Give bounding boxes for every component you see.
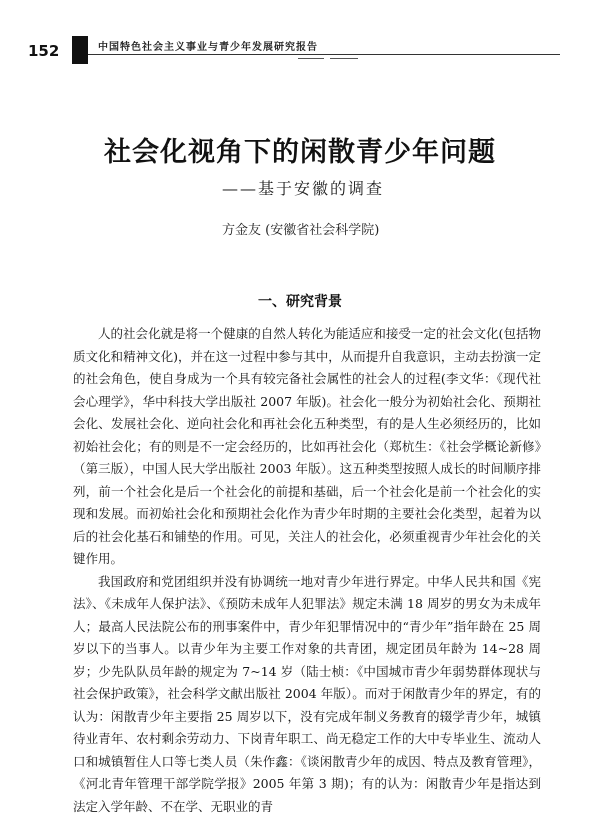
header-bar-decoration	[72, 36, 88, 64]
header-rule-dash	[330, 58, 358, 59]
header-rule	[88, 54, 560, 55]
header-rule-dash	[298, 58, 324, 59]
series-title: 中国特色社会主义事业与青少年发展研究报告	[98, 38, 318, 53]
page-number: 152	[28, 42, 59, 60]
running-header	[28, 34, 560, 62]
paragraph: 人的社会化就是将一个健康的自然人转化为能适应和接受一定的社会文化(包括物质文化和精神文化)，并在这一过程中参与其中，从而提升自我意识，主动去扮演一定的社会角色，使自身成为一个具有较完备社会属性的社会人的过程(李文华：《现代社会心理学》，华中科技大学出版社 2007 年版)。社会化一般分为初始社会化、预期社会化、发展社会化、逆向社会化和再社会化五种类型，有的是人生必须经历的，比如初始社会化；有的则是不一定会经历的，比如再社会化（郑杭生：《社会学概论新修》（第三版），中国人民大学出版社 2003 年版）。这五种类型按照人成长的时间顺序排列，前一个社会化是后一个社会化的前提和基础，后一个社会化是前一个社会化的实现和发展。而初始社会化和预期社会化作为青少年时期的主要社会化类型，起着为以后的社会化基石和铺垫的作用。可见，关注人的社会化，必须重视青少年社会化的关键作用。	[73, 323, 541, 571]
body-text	[73, 323, 541, 818]
paragraph: 我国政府和党团组织并没有协调统一地对青少年进行界定。中华人民共和国《宪法》、《未成年人保护法》、《预防未成年人犯罪法》规定未满 18 周岁的男女为未成年人；最高人民法院公布的刑事案件中，青少年犯罪情况中的“青少年”指年龄在 25 周岁以下的当事人。以青少年为主要工作对象的共青团，规定团员年龄为 14~28 周岁；少先队队员年龄的规定为 7~14 岁（陆士桢：《中国城市青少年弱势群体现状与社会保护政策》，社会科学文献出版社 2004 年版）。而对于闲散青少年的界定，有的认为：闲散青少年主要指 25 周岁以下，没有完成年制义务教育的辍学青少年，城镇待业青年、农村剩余劳动力、下岗青年职工、尚无稳定工作的大中专毕业生、流动人口和城镇暂住人口等七类人员（朱作鑫：《谈闲散青少年的成因、特点及教育管理》，《河北青年管理干部学院学报》2005 年第 3 期)；有的认为：闲散青少年是指达到法定入学年龄、不在学、无职业的青	[73, 571, 541, 818]
article-title: 社会化视角下的闲散青少年问题	[0, 130, 600, 169]
section-heading: 一、研究背景	[0, 291, 600, 311]
author-line: 方金友 (安徽省社会科学院)	[222, 219, 379, 238]
article-subtitle: ——基于安徽的调查	[222, 176, 384, 199]
